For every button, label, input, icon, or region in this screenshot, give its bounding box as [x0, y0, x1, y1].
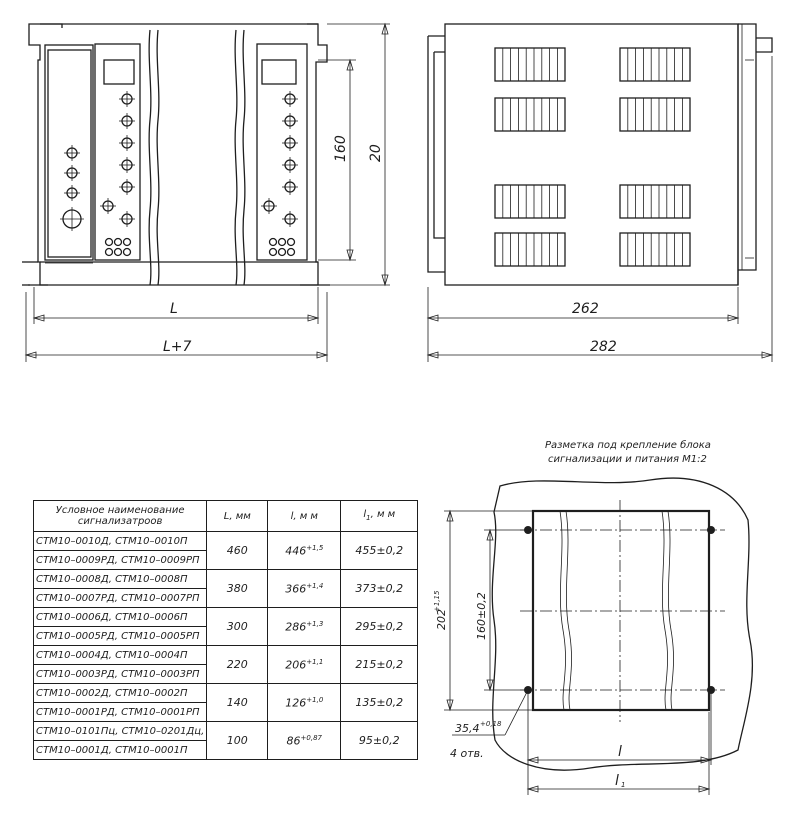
- row-l: [268, 722, 341, 760]
- header-name: Условное наименование сигнализатроов: [34, 501, 207, 532]
- vent-slot-icon: [495, 48, 565, 81]
- row-name-2: СТМ10–0005РД, СТМ10–0005РП: [34, 627, 207, 646]
- connector-pin-icon: [115, 249, 122, 256]
- connector-pin-icon: [124, 239, 131, 246]
- ventilation-slots: [495, 48, 690, 266]
- row-name-1: СТМ10–0008Д, СТМ10–0008П: [34, 570, 207, 589]
- dim-l: l: [618, 744, 622, 760]
- lamp-icon: [119, 91, 135, 107]
- row-L: 220: [207, 646, 268, 684]
- header-l1: [341, 501, 418, 532]
- table-body: [34, 532, 418, 760]
- lamp-icon: [282, 135, 298, 151]
- row-name-2: СТМ10–0007РД, СТМ10–0007РП: [34, 589, 207, 608]
- dim-l1-sub: 1: [621, 781, 626, 789]
- row-L: 380: [207, 570, 268, 608]
- marking-caption-1: Разметка под крепление блока: [545, 440, 711, 451]
- row-l-value: 86: [286, 734, 301, 748]
- table-row: [34, 646, 418, 665]
- lamp-icon: [282, 113, 298, 129]
- row-l1: 215±0,2: [341, 646, 418, 684]
- connector-pin-icon: [106, 249, 113, 256]
- connector-pin-icon: [270, 249, 277, 256]
- lamp-icon: [261, 198, 277, 214]
- dim-262: 262: [572, 301, 599, 317]
- row-name-1: СТМ10–0004Д, СТМ10–0004П: [34, 646, 207, 665]
- dim-282: 282: [590, 339, 617, 355]
- vent-slot-icon: [495, 98, 565, 131]
- row-l: [268, 608, 341, 646]
- row-l-value: 286: [285, 620, 307, 634]
- lamp-icon: [119, 113, 135, 129]
- row-name-1: СТМ10–0002Д, СТМ10–0002П: [34, 684, 207, 703]
- lamp-icon: [282, 179, 298, 195]
- dim-202-tol: +1,15: [433, 590, 441, 612]
- lamp-icon: [119, 135, 135, 151]
- connector-pin-icon: [115, 239, 122, 246]
- row-l-tol: +1,0: [306, 695, 324, 704]
- marking-view: [444, 478, 752, 795]
- lamp-icon: [64, 145, 80, 161]
- holes-count: 4 отв.: [450, 747, 484, 760]
- table-row: [34, 532, 418, 551]
- row-L: 300: [207, 608, 268, 646]
- lamp-icon: [100, 198, 116, 214]
- indicator-lamps: [60, 91, 298, 256]
- spec-table: [33, 500, 418, 760]
- table-header-row: [34, 501, 418, 532]
- side-view: [428, 24, 772, 285]
- row-name-2: СТМ10–0003РД, СТМ10–0003РП: [34, 665, 207, 684]
- dim-l1: l: [615, 773, 619, 789]
- vent-slot-icon: [620, 48, 690, 81]
- lamp-icon: [282, 157, 298, 173]
- row-l-value: 126: [285, 696, 307, 710]
- dim-160-02: 160±0,2: [475, 592, 488, 640]
- row-l1: 95±0,2: [341, 722, 418, 760]
- lamp-icon: [282, 91, 298, 107]
- row-l-tol: +1,4: [306, 581, 324, 590]
- row-name-2: СТМ10–0001РД, СТМ10–0001РП: [34, 703, 207, 722]
- table-row: [34, 608, 418, 627]
- lamp-icon: [60, 207, 84, 231]
- front-dimensions: [26, 24, 390, 362]
- row-name-1: СТМ10–0101Пц, СТМ10–0201Дц,: [34, 722, 207, 741]
- lamp-icon: [119, 179, 135, 195]
- row-l: [268, 570, 341, 608]
- header-l1-unit: , м м: [370, 508, 396, 520]
- row-l-value: 206: [285, 658, 307, 672]
- lamp-icon: [64, 185, 80, 201]
- connector-pin-icon: [270, 239, 277, 246]
- side-dimensions: [428, 56, 772, 362]
- dim-L-plus-7: L+7: [163, 339, 192, 355]
- lamp-icon: [64, 165, 80, 181]
- header-l1-letter: l: [363, 508, 367, 520]
- row-l: [268, 646, 341, 684]
- dim-160: 160: [333, 135, 349, 162]
- row-l: [268, 532, 341, 570]
- connector-pin-icon: [288, 239, 295, 246]
- row-L: 460: [207, 532, 268, 570]
- row-l1: 455±0,2: [341, 532, 418, 570]
- row-l1: 135±0,2: [341, 684, 418, 722]
- header-l1-sub: 1: [366, 513, 371, 522]
- dim-L: L: [170, 301, 178, 317]
- lamp-icon: [282, 211, 298, 227]
- connector-pin-icon: [124, 249, 131, 256]
- connector-pin-icon: [106, 239, 113, 246]
- vent-slot-icon: [620, 98, 690, 131]
- row-name-2: СТМ10–0009РД, СТМ10–0009РП: [34, 551, 207, 570]
- row-l1: 373±0,2: [341, 570, 418, 608]
- row-name-1: СТМ10–0006Д, СТМ10–0006П: [34, 608, 207, 627]
- lamp-icon: [119, 211, 135, 227]
- vent-slot-icon: [495, 233, 565, 266]
- row-l-tol: +0,87: [300, 733, 322, 742]
- table-row: [34, 684, 418, 703]
- header-l: l, м м: [268, 501, 341, 532]
- dim-20: 20: [368, 144, 384, 162]
- vent-slot-icon: [620, 233, 690, 266]
- front-view: [22, 24, 330, 285]
- row-name-2: СТМ10–0001Д, СТМ10–0001П: [34, 741, 207, 760]
- connector-pin-icon: [288, 249, 295, 256]
- dim-202: 202: [435, 609, 448, 630]
- table-row: [34, 722, 418, 741]
- vent-slot-icon: [620, 185, 690, 218]
- row-L: 140: [207, 684, 268, 722]
- marking-caption-2: сигнализации и питания М1:2: [548, 454, 707, 465]
- row-l-tol: +1,5: [306, 543, 324, 552]
- row-l-tol: +1,3: [306, 619, 324, 628]
- vent-slot-icon: [495, 185, 565, 218]
- table-row: [34, 570, 418, 589]
- connector-pin-icon: [279, 249, 286, 256]
- row-name-1: СТМ10–0010Д, СТМ10–0010П: [34, 532, 207, 551]
- row-l-tol: +1,1: [306, 657, 324, 666]
- dim-hole-tol: +0,18: [480, 720, 502, 728]
- row-L: 100: [207, 722, 268, 760]
- dim-hole: 35,4: [455, 722, 480, 735]
- row-l1: 295±0,2: [341, 608, 418, 646]
- header-L: L, мм: [207, 501, 268, 532]
- connector-pin-icon: [279, 239, 286, 246]
- row-l-value: 366: [285, 582, 307, 596]
- lamp-icon: [119, 157, 135, 173]
- row-l: [268, 684, 341, 722]
- row-l-value: 446: [285, 544, 307, 558]
